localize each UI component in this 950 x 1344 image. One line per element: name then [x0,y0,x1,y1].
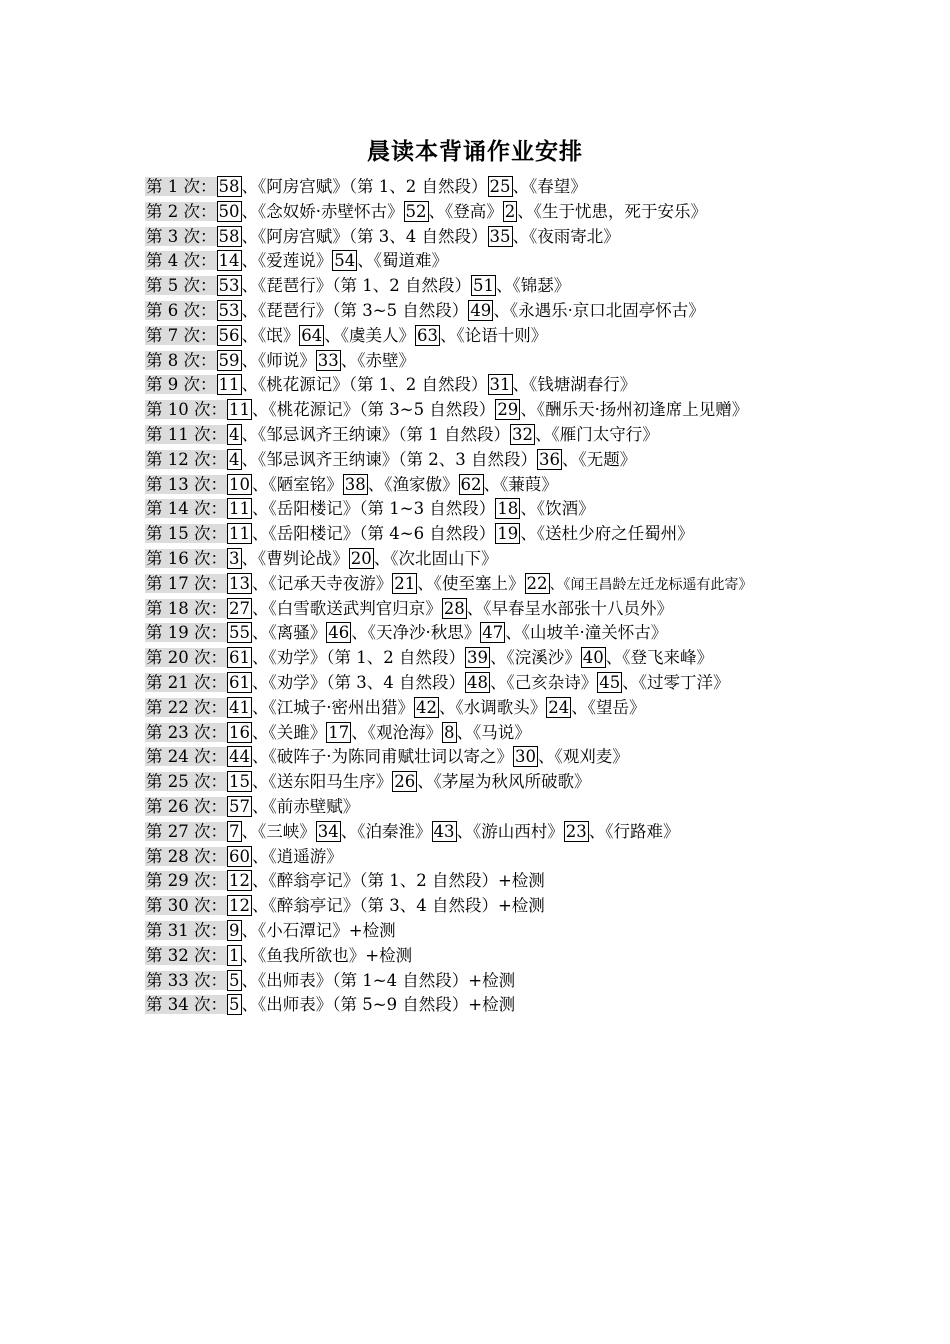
session-row [145,869,845,894]
item-title: 、《桃花源记》（第 1、2 自然段） [241,375,488,395]
session-label: 第 24 次： [146,747,227,767]
item-number-box: 1 [229,945,240,965]
session-row [145,398,845,423]
session-row [145,249,845,274]
session-row [145,621,845,646]
item-number-box: 58 [218,226,240,246]
item-number-box: 10 [229,474,250,494]
session-row [145,522,845,547]
item-title: 、《记承天寺夜游》 [252,573,393,593]
item-title: 、《茅屋为秋风所破歌》 [417,772,591,792]
session-label: 第 8 次： [146,350,217,370]
item-title: 、《小石潭记》+检测 [241,920,396,940]
item-title: 、《劝学》（第 1、2 自然段） [252,648,465,668]
item-number-box: 36 [539,449,560,469]
session-label: 第 31 次： [146,920,227,940]
item-number-box: 59 [218,350,240,370]
item-title: 、《虞美人》 [324,325,415,345]
item-number-box: 26 [394,772,416,792]
item-title: 、《蒹葭》 [483,474,558,494]
item-number-box: 42 [416,697,437,717]
session-label: 第 1 次： [146,177,217,196]
session-label: 第 5 次： [146,276,217,296]
item-number-box: 35 [489,226,511,246]
item-title: 、《前赤壁赋》 [252,796,360,816]
item-title: 、《爱莲说》 [241,251,333,271]
item-title: 、《赤壁》 [340,350,415,370]
item-title: 、《醉翁亭记》（第 3、4 自然段）+检测 [252,896,545,916]
session-label: 第 21 次： [146,672,227,692]
item-number-box: 47 [482,623,504,643]
session-label: 第 22 次： [146,697,227,717]
item-number-box: 22 [526,573,548,593]
session-row [145,696,845,721]
item-title: 、《送东阳马生序》 [252,772,393,792]
session-row [145,646,845,671]
item-number-box: 4 [229,449,240,469]
session-label: 第 28 次： [146,846,227,866]
item-title: 、《夜雨寄北》 [512,226,620,246]
item-number-box: 58 [218,177,240,196]
session-row [145,919,845,944]
item-title: 、《琵琶行》（第 1、2 自然段） [241,276,471,296]
item-number-box: 12 [229,896,250,916]
session-row [145,993,845,1018]
item-number-box: 44 [229,747,250,767]
item-number-box: 51 [473,276,494,296]
item-number-box: 17 [328,722,350,742]
session-label: 第 17 次： [146,573,227,593]
session-row [145,349,845,374]
item-title: 、《闻王昌龄左迁龙标遥有此寄》 [549,576,753,593]
item-title: 、《马说》 [456,722,531,742]
item-number-box: 33 [317,350,339,370]
session-row [145,448,845,473]
item-number-box: 45 [599,672,621,692]
item-number-box: 27 [229,598,250,618]
session-list [145,175,845,1018]
session-label: 第 27 次： [146,821,227,841]
item-title: 、《钱塘湖春行》 [512,375,637,395]
item-number-box: 2 [504,201,516,221]
item-number-box: 43 [433,821,455,841]
item-number-box: 28 [443,598,465,618]
item-title: 、《邹忌讽齐王纳谏》（第 1 自然段） [241,424,510,444]
item-number-box: 11 [218,375,240,395]
item-number-box: 20 [350,548,372,568]
session-label: 第 25 次： [146,772,227,792]
item-number-box: 13 [229,573,250,593]
item-title: 、《天净沙·秋思》 [351,623,481,643]
item-number-box: 54 [334,251,356,271]
item-number-box: 16 [229,722,250,742]
item-number-box: 53 [218,276,240,296]
item-title: 、《己亥杂诗》 [490,672,598,692]
item-title: 、《无题》 [562,449,637,469]
item-title: 、《早春呈水部张十八员外》 [466,598,673,618]
item-title: 、《游山西村》 [456,821,564,841]
session-row [145,969,845,994]
session-row [145,497,845,522]
item-number-box: 4 [229,424,240,444]
item-title: 、《饮酒》 [520,499,595,519]
item-title: 、《出师表》（第 5~9 自然段）+检测 [241,995,516,1015]
item-title: 、《浣溪沙》 [490,648,581,668]
item-title: 、《雁门太守行》 [535,424,659,444]
session-row [145,547,845,572]
item-number-box: 12 [229,871,250,891]
session-row [145,423,845,448]
item-number-box: 40 [582,648,604,668]
item-number-box: 24 [548,697,570,717]
item-title: 、《论语十则》 [440,325,548,345]
session-row [145,572,845,597]
item-number-box: 8 [444,722,455,742]
item-number-box: 21 [394,573,416,593]
item-number-box: 5 [229,995,240,1015]
item-number-box: 48 [467,672,488,692]
session-row [145,200,845,225]
session-row [145,820,845,845]
session-row [145,274,845,299]
item-title: 、《江城子·密州出猎》 [252,697,414,717]
item-title: 、《水调歌头》 [439,697,547,717]
item-title: 、《次北固山下》 [373,548,498,568]
item-title: 、《琵琶行》（第 3~5 自然段） [241,300,469,320]
item-title: 、《鱼我所欲也》+检测 [241,945,413,965]
item-number-box: 31 [489,375,511,395]
session-label: 第 20 次： [146,648,227,668]
item-title: 、《岳阳楼记》（第 4~6 自然段） [252,524,496,544]
session-row [145,373,845,398]
item-title: 、《登高》 [428,201,503,221]
item-title: 、《破阵子·为陈同甫赋壮词以寄之》 [252,747,513,767]
session-row [145,175,845,200]
session-row [145,225,845,250]
item-title: 、《阿房宫赋》（第 3、4 自然段） [241,226,488,246]
item-number-box: 39 [467,648,488,668]
item-title: 、《岳阳楼记》（第 1~3 自然段） [252,499,496,519]
item-title: 、《劝学》（第 3、4 自然段） [252,672,465,692]
item-number-box: 63 [417,325,438,345]
session-row [145,473,845,498]
item-title: 、《白雪歌送武判官归京》 [252,598,442,618]
session-label: 第 12 次： [146,449,227,469]
item-title: 、《氓》 [241,325,300,345]
item-number-box: 41 [229,697,250,717]
item-title: 、《观刈麦》 [538,747,629,767]
item-title: 、《曹刿论战》 [241,548,349,568]
item-title: 、《邹忌讽齐王纳谏》（第 2、3 自然段） [241,449,537,469]
session-row [145,597,845,622]
item-title: 、《关雎》 [252,722,327,742]
session-label: 第 26 次： [146,796,227,816]
item-number-box: 60 [229,846,250,866]
session-row [145,944,845,969]
item-number-box: 30 [515,747,536,767]
item-number-box: 9 [229,920,240,940]
item-number-box: 34 [317,821,339,841]
item-number-box: 61 [229,672,250,692]
session-label: 第 13 次： [146,474,227,494]
item-number-box: 57 [229,796,250,816]
item-title: 、《陋室铭》 [252,474,343,494]
session-label: 第 15 次： [146,524,227,544]
session-label: 第 18 次： [146,598,227,618]
item-number-box: 49 [470,300,492,320]
item-title: 、《师说》 [241,350,316,370]
session-label: 第 11 次： [146,424,227,444]
item-title: 、《永遇乐·京口北固亭怀古》 [493,300,705,320]
item-title: 、《泊秦淮》 [340,821,432,841]
item-number-box: 19 [497,524,519,544]
session-label: 第 3 次： [146,226,217,246]
item-title: 、《观沧海》 [351,722,442,742]
item-title: 、《送杜少府之任蜀州》 [520,524,694,544]
item-title: 、《望岳》 [571,697,646,717]
item-number-box: 52 [405,201,427,221]
item-number-box: 11 [229,524,250,544]
session-label: 第 33 次： [146,970,227,990]
session-label: 第 2 次： [146,201,217,221]
item-number-box: 56 [218,325,240,345]
item-title: 、《山坡羊·潼关怀古》 [505,623,668,643]
session-row [145,671,845,696]
item-number-box: 55 [229,623,250,643]
item-number-box: 23 [565,821,587,841]
item-number-box: 11 [229,499,250,519]
item-title: 、《使至塞上》 [417,573,525,593]
item-title: 、《阿房宫赋》（第 1、2 自然段） [241,177,488,196]
item-title: 、《春望》 [512,177,587,196]
item-title: 、《醉翁亭记》（第 1、2 自然段）+检测 [252,871,545,891]
session-label: 第 4 次： [146,251,217,271]
item-title: 、《出师表》（第 1~4 自然段）+检测 [241,970,516,990]
item-title: 、《渔家傲》 [367,474,459,494]
item-number-box: 14 [218,251,240,271]
item-number-box: 18 [497,499,519,519]
session-label: 第 14 次： [146,499,227,519]
item-number-box: 61 [229,648,250,668]
page-title: 晨读本背诵作业安排 [367,139,583,165]
item-title: 、《蜀道难》 [357,251,448,271]
item-number-box: 46 [328,623,350,643]
item-title: 、《登飞来峰》 [605,648,713,668]
item-title: 、《酬乐天·扬州初逢席上见赠》 [520,400,749,420]
session-label: 第 10 次： [146,400,227,420]
item-number-box: 32 [512,424,533,444]
session-label: 第 32 次： [146,945,227,965]
item-number-box: 3 [229,548,240,568]
session-label: 第 29 次： [146,871,227,891]
item-number-box: 64 [301,325,323,345]
session-label: 第 6 次： [146,300,217,320]
item-number-box: 11 [229,400,250,420]
item-title: 、《行路难》 [588,821,680,841]
item-number-box: 15 [229,772,250,792]
item-title: 、《过零丁洋》 [622,672,730,692]
session-row [145,324,845,349]
session-row [145,795,845,820]
session-row [145,894,845,919]
session-label: 第 9 次： [146,375,217,395]
item-title: 、《逍遥游》 [252,846,343,866]
item-number-box: 7 [229,821,240,841]
session-label: 第 23 次： [146,722,227,742]
session-row [145,845,845,870]
session-row [145,745,845,770]
item-title: 、《桃花源记》（第 3~5 自然段） [252,400,496,420]
item-title: 、《生于忧患，死于安乐》 [517,201,707,221]
session-label: 第 30 次： [146,896,227,916]
session-row [145,299,845,324]
item-number-box: 5 [229,970,240,990]
session-label: 第 16 次： [146,548,227,568]
session-row [145,721,845,746]
item-number-box: 50 [218,201,240,221]
session-label: 第 34 次： [146,995,227,1015]
item-title: 、《三峡》 [241,821,316,841]
item-number-box: 53 [218,300,240,320]
item-number-box: 29 [497,400,519,420]
session-label: 第 19 次： [146,623,227,643]
item-number-box: 25 [489,177,511,196]
session-row [145,770,845,795]
item-number-box: 62 [460,474,482,494]
item-title: 、《念奴娇·赤壁怀古》 [241,201,404,221]
item-title: 、《离骚》 [252,623,327,643]
session-label: 第 7 次： [146,325,217,345]
item-number-box: 38 [344,474,366,494]
item-title: 、《锦瑟》 [496,276,571,296]
